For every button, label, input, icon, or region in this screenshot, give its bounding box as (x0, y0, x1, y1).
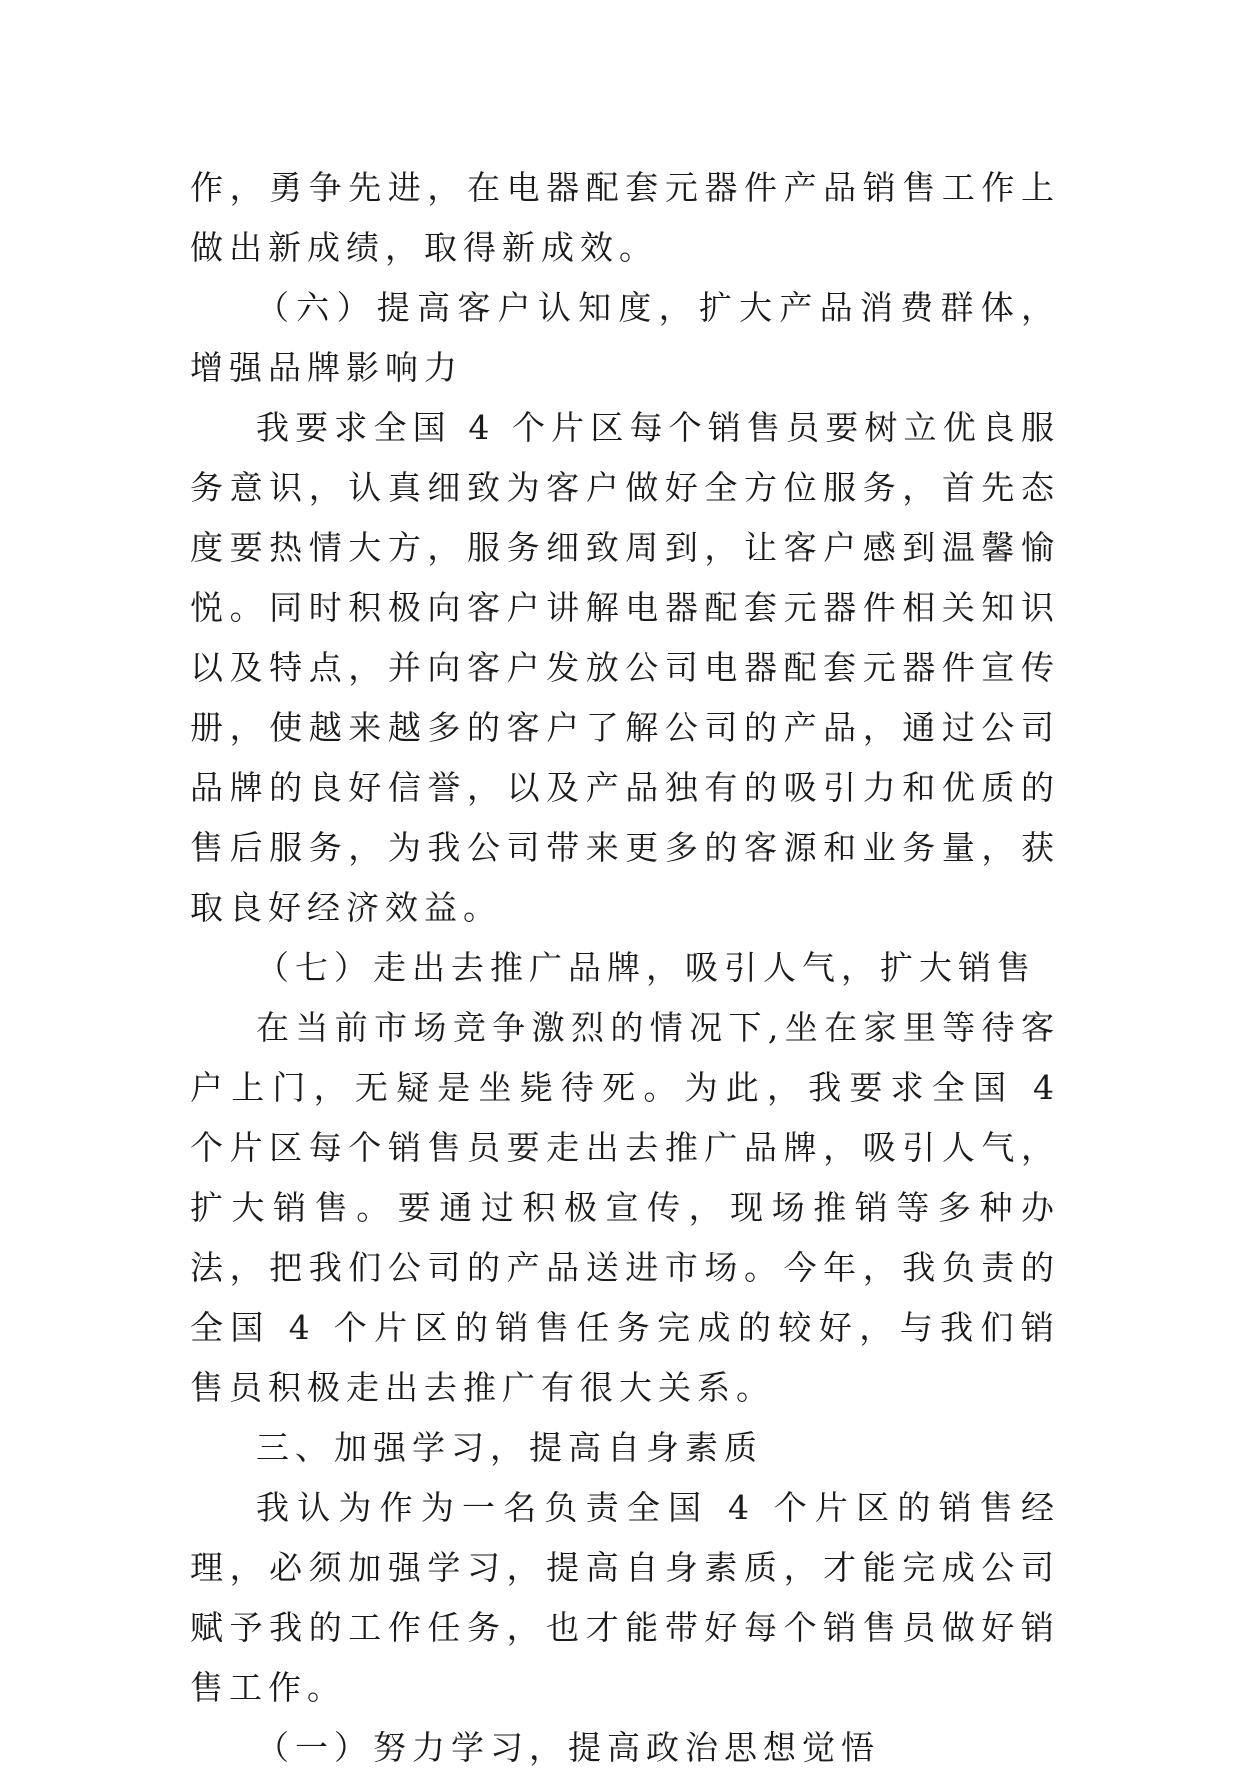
paragraph-continuation: 作，勇争先进，在电器配套元器件产品销售工作上做出新成绩，取得新成效。 (190, 168, 1060, 267)
section-heading-six: （六）提高客户认知度，扩大产品消费群体，增强品牌影响力 (190, 288, 1060, 387)
section-heading-one: （一）努力学习，提高政治思想觉悟 (256, 1728, 880, 1767)
section-heading-seven: （七）走出去推广品牌，吸引人气，扩大销售 (256, 948, 1036, 987)
paragraph-customer-service: 我要求全国 4 个片区每个销售员要树立优良服务意识，认真细致为客户做好全方位服务，首先态度要热情大方，服务细致周到，让客户感到温馨愉悦。同时积极向客户讲解电器配套元器件相关知识以及特点，并向客户发放公司电器配套元器件宣传册，使越来越多的客户了解公司的产品，通过公司品牌的良好信誉，以及产品独有的吸引力和优质的售后服务，为我公司带来更多的客源和业务量，获取良好经济效益。 (190, 408, 1060, 927)
paragraph-promotion: 在当前市场竞争激烈的情况下,坐在家里等待客户上门，无疑是坐毙待死。为此，我要求全国 4 个片区每个销售员要走出去推广品牌，吸引人气，扩大销售。要通过积极宣传，现场推销等多种办法，把我们公司的产品送进市场。今年，我负责的全国 4 个片区的销售任务完成的较好，与我们销售员积极走出去推广有很大关系。 (190, 1008, 1060, 1407)
section-heading-three: 三、加强学习，提高自身素质 (256, 1428, 763, 1467)
paragraph-learning: 我认为作为一名负责全国 4 个片区的销售经理，必须加强学习，提高自身素质，才能完成公司赋予我的工作任务，也才能带好每个销售员做好销售工作。 (190, 1488, 1060, 1707)
document-body (190, 158, 1060, 1778)
